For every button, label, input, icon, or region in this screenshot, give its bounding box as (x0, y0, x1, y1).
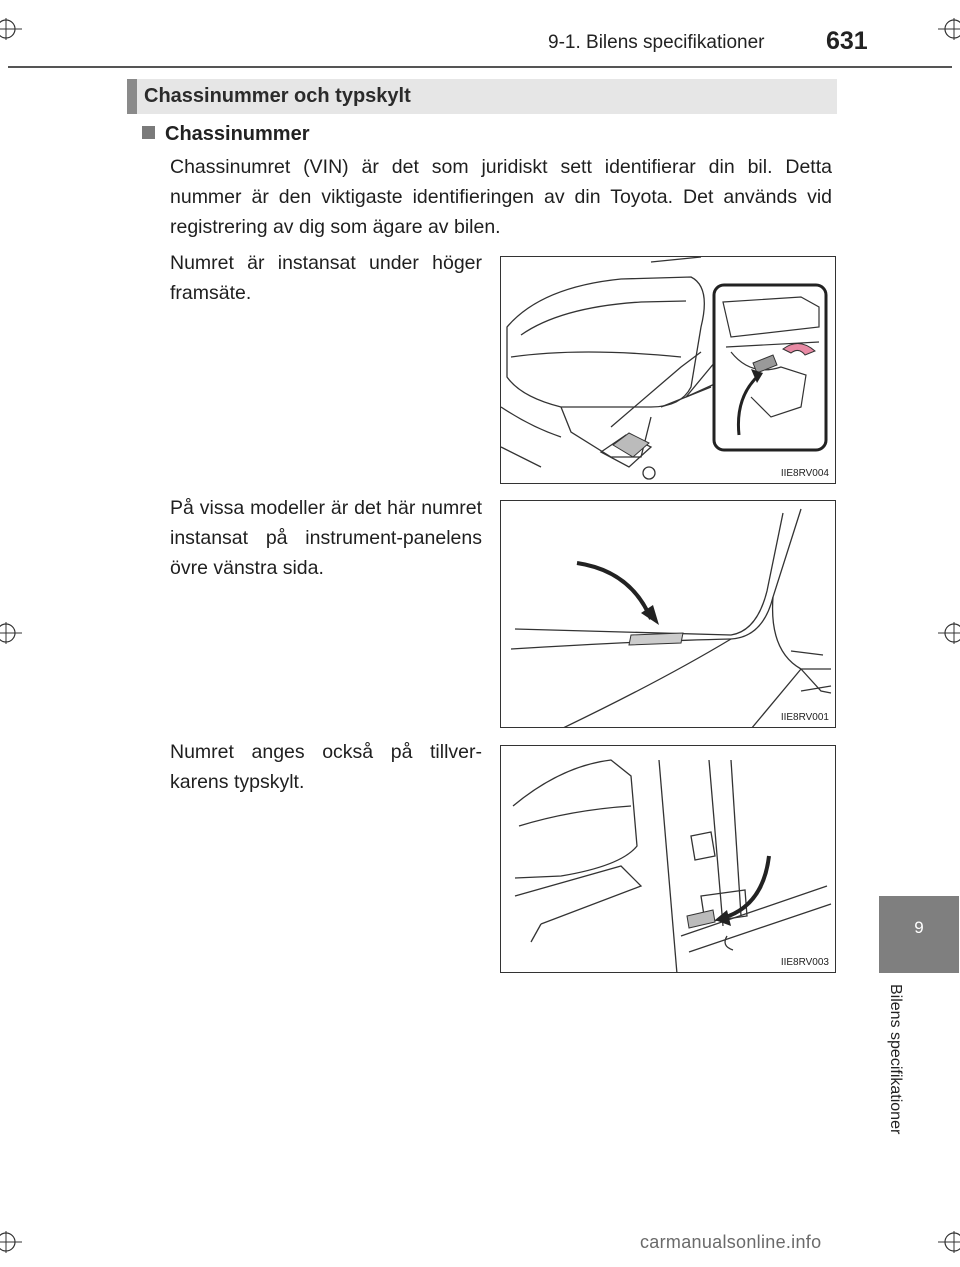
registration-mark-icon (930, 1227, 960, 1257)
location-note-seat: Numret är instansat under höger framsäte. (170, 252, 482, 304)
registration-mark-icon (930, 14, 960, 44)
registration-mark-icon (0, 1227, 30, 1257)
figure-dashboard-vin (500, 500, 836, 728)
registration-mark-icon (0, 14, 30, 44)
chapter-side-label (882, 984, 912, 1174)
figure-code: IIE8RV003 (780, 957, 829, 968)
subsection-title: Chassinummer (165, 123, 310, 145)
chapter-tab-number: 9 (914, 918, 924, 937)
location-note-dashboard: På vissa modeller är det här numret instansat på instrument-panelens övre vänstra sida. (170, 497, 482, 579)
figure-plate-vin (500, 745, 836, 973)
figure-seat-vin (500, 256, 836, 484)
seat-illustration (501, 257, 836, 484)
chapter-side-label-text: Bilens specifikationer (887, 984, 904, 1135)
page-number: 631 (826, 27, 868, 55)
subsection-heading (142, 123, 310, 146)
registration-mark-icon (0, 618, 30, 648)
dashboard-illustration (501, 501, 836, 728)
door-pillar-illustration (501, 746, 836, 973)
figure-code: IIE8RV001 (780, 712, 829, 723)
section-accent (127, 79, 137, 114)
registration-mark-icon (930, 618, 960, 648)
chapter-tab (879, 896, 959, 973)
intro-paragraph: Chassinumret (VIN) är det som juridiskt sett identifierar din bil. Detta nummer är den viktigaste identifieringen av din Toyota. Det används vid registrering av dig som ägare av bilen. (170, 156, 832, 238)
section-title: Chassinummer och typskylt (144, 85, 411, 107)
location-note-plate: Numret anges också på tillver-karens typskylt. (170, 741, 482, 793)
footer-watermark: carmanualsonline.info (640, 1232, 822, 1252)
square-bullet-icon (142, 126, 155, 139)
figure-code: IIE8RV004 (780, 468, 829, 479)
header-chapter-title: 9-1. Bilens specifikationer (548, 32, 765, 53)
header-divider (8, 66, 952, 68)
section-heading-bar (127, 79, 837, 114)
